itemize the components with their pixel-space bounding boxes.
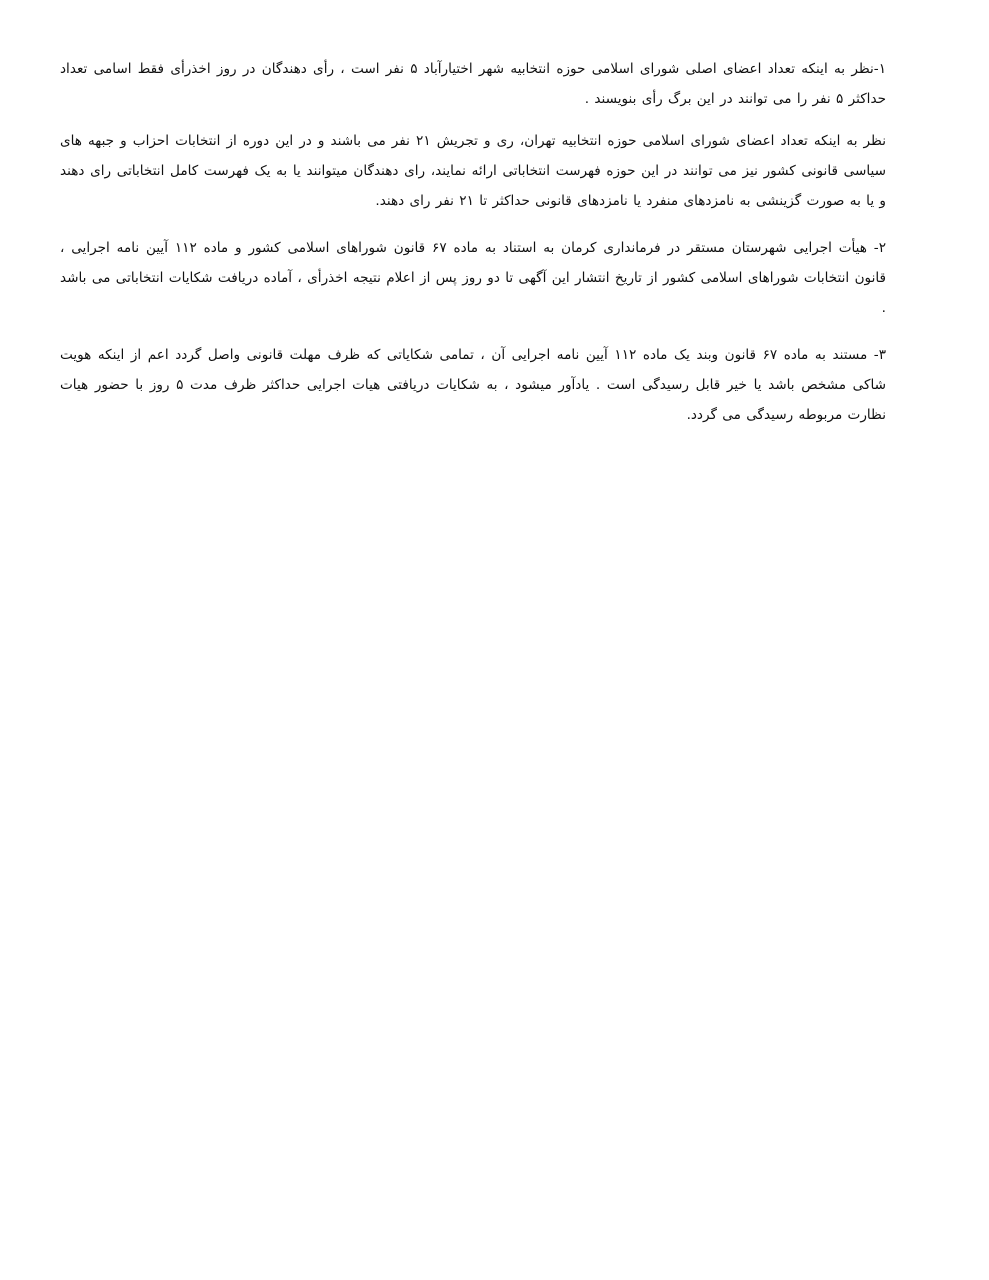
paragraph-item-2: ۲- هیأت اجرایی شهرستان مستقر در فرمانداری کرمان به استناد به ماده ۶۷ قانون شوراهای اسلامی کشور و ماده ۱۱۲ آیین نامه اجرایی ، قانون انتخابات شوراهای اسلامی کشور از تاریخ انتشار این آگهی تا دو روز پس از اعلام نتیجه اخذرأی ، آماده دریافت شکایات انتخاباتی می باشد . (60, 240, 887, 316)
paragraph-item-3: ۳- مستند به ماده ۶۷ قانون وبند یک ماده ۱۱۲ آیین نامه اجرایی آن ، تمامی شکایاتی که ظرف مهلت قانونی واصل گردد اعم از اینکه هویت شاکی مشخص باشد یا خیر قابل رسیدگی است . یادآور میشود ، به شکایات دریافتی هیات اجرایی حداکثر ظرف مدت ۵ روز با حضور هیات نظارت مربوطه رسیدگی می گردد. (60, 347, 886, 423)
document-body (60, 54, 886, 447)
paragraph-tehran-council: نظر به اینکه تعداد اعضای شورای اسلامی حوزه انتخابیه تهران، ری و تجریش ۲۱ نفر می باشند و در این دوره از انتخابات احزاب و جبهه های سیاسی قانونی کشور نیز می توانند در این حوزه فهرست انتخاباتی ارائه نمایند، رای دهندگان میتوانند یا به یک فهرست کامل انتخاباتی رای دهند و یا به صورت گزینشی به نامزدهای منفرد یا نامزدهای قانونی حداکثر تا ۲۱ نفر رای دهند. (60, 133, 886, 209)
paragraph-item-1: ۱-نظر به اینکه تعداد اعضای اصلی شورای اسلامی حوزه انتخابیه شهر اختیارآباد ۵ نفر است ، رأی دهندگان در روز اخذرأی فقط اسامی تعداد حداکثر ۵ نفر را می توانند در این برگ رأی بنویسند . (60, 61, 886, 107)
